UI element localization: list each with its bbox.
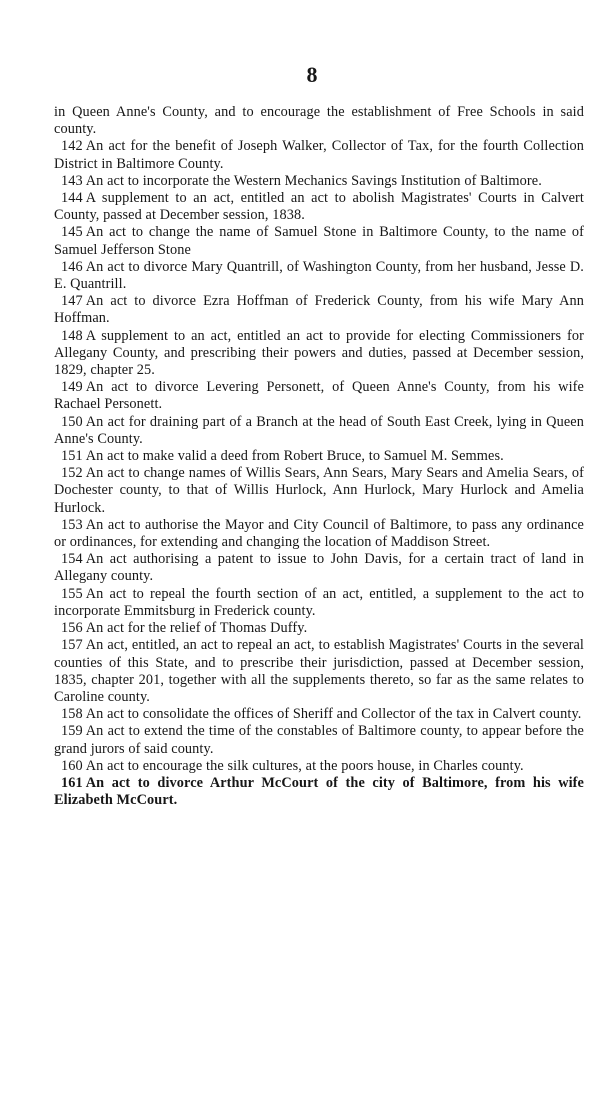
list-item	[54, 173, 584, 190]
list-item	[54, 517, 584, 551]
entry-number: 148	[61, 327, 83, 344]
entry-text: An act to extend the time of the constables of Baltimore county, to appear before the grand jurors of said county.	[54, 723, 584, 757]
list-item	[54, 259, 584, 293]
entry-text: An act to divorce Levering Personett, of Queen Anne's County, from his wife Rachael Personett.	[54, 379, 584, 413]
entry-text: An act to repeal the fourth section of an act, entitled, a supplement to the act to incorporate Emmitsburg in Frederick county.	[54, 585, 584, 619]
entry-text: A supplement to an act, entitled an act to provide for electing Commissioners for Allegany County, and prescribing their powers and duties, passed at December session, 1829, chapter 25.	[54, 327, 584, 379]
entry-number: 160	[61, 757, 83, 774]
list-item	[54, 190, 584, 224]
entry-number: 150	[61, 413, 83, 430]
entry-text: An act to change names of Willis Sears, Ann Sears, Mary Sears and Amelia Sears, of Dochester county, to that of Willis Hurlock, Ann Hurlock, Mary Hurlock and Amelia Hurlock.	[54, 465, 584, 516]
list-item	[54, 706, 584, 723]
entry-number: 153	[61, 516, 83, 533]
entry-number: 143	[61, 172, 83, 189]
entry-number: 152	[61, 465, 83, 482]
entry-text: An act for draining part of a Branch at the head of South East Creek, lying in Queen Anne's County.	[54, 413, 584, 447]
list-item	[54, 637, 584, 706]
entry-number: 161	[61, 774, 83, 791]
list-item	[54, 293, 584, 327]
entry-number: 157	[61, 637, 83, 654]
list-item	[54, 620, 584, 637]
entry-number: 155	[61, 585, 83, 602]
list-item	[54, 448, 584, 465]
list-item	[54, 414, 584, 448]
list-item	[54, 551, 584, 585]
entry-text: An act to incorporate the Western Mechanics Savings Institution of Baltimore.	[85, 172, 542, 189]
entry-number: 156	[61, 620, 83, 637]
entry-number: 146	[61, 258, 83, 275]
entry-text: in Queen Anne's County, and to encourage the establishment of Free Schools in said county.	[54, 104, 584, 138]
list-item	[54, 775, 584, 809]
entry-text: An act to consolidate the offices of Sheriff and Collector of the tax in Calvert county.	[85, 706, 582, 723]
list-item	[54, 758, 584, 775]
entry-number: 154	[61, 551, 83, 568]
entry-text: An act to change the name of Samuel Stone in Baltimore County, to the name of Samuel Jefferson Stone	[54, 224, 584, 258]
list-item	[54, 224, 584, 258]
list-item	[54, 104, 584, 138]
list-item	[54, 328, 584, 380]
list-item	[54, 138, 584, 172]
entry-text: An act to make valid a deed from Robert Bruce, to Samuel M. Semmes.	[85, 448, 504, 465]
entry-text: An act to encourage the silk cultures, at the poors house, in Charles county.	[85, 757, 524, 774]
entry-text: An act to divorce Ezra Hoffman of Frederick County, from his wife Mary Ann Hoffman.	[54, 293, 584, 327]
entry-text: An act for the relief of Thomas Duffy.	[85, 620, 308, 637]
entry-number: 142	[61, 138, 83, 155]
list-item	[54, 586, 584, 620]
entry-text: An act for the benefit of Joseph Walker, Collector of Tax, for the fourth Collection District in Baltimore County.	[54, 138, 584, 172]
list-item	[54, 723, 584, 757]
entry-text: An act to divorce Arthur McCourt of the city of Baltimore, from his wife Elizabeth McCourt.	[54, 774, 584, 809]
acts-list	[54, 104, 584, 809]
entry-text: An act to divorce Mary Quantrill, of Washington County, from her husband, Jesse D. E. Quantrill.	[54, 258, 584, 293]
entry-text: An act authorising a patent to issue to John Davis, for a certain tract of land in Allegany county.	[54, 551, 584, 585]
page-number: 8	[306, 62, 318, 87]
entry-number: 145	[61, 224, 83, 241]
entry-number: 158	[61, 706, 83, 723]
entry-number: 144	[61, 190, 83, 207]
entry-number: 147	[61, 293, 83, 310]
entry-number: 149	[61, 379, 83, 396]
entry-text: A supplement to an act, entitled an act to abolish Magistrates' Courts in Calvert County, passed at December session, 1838.	[54, 190, 584, 224]
list-item	[54, 379, 584, 413]
entry-number: 159	[61, 723, 83, 740]
entry-text: An act, entitled, an act to repeal an act, to establish Magistrates' Courts in the several counties of this State, and to prescribe their jurisdiction, passed at December session, 1835, chapter 201, together with all the supplements thereto, so far as the same relates to Caroline county.	[54, 637, 584, 705]
entry-number: 151	[61, 448, 83, 465]
list-item	[54, 465, 584, 517]
entry-text: An act to authorise the Mayor and City Council of Baltimore, to pass any ordinance or ordinances, for extending and changing the location of Maddison Street.	[54, 516, 584, 551]
